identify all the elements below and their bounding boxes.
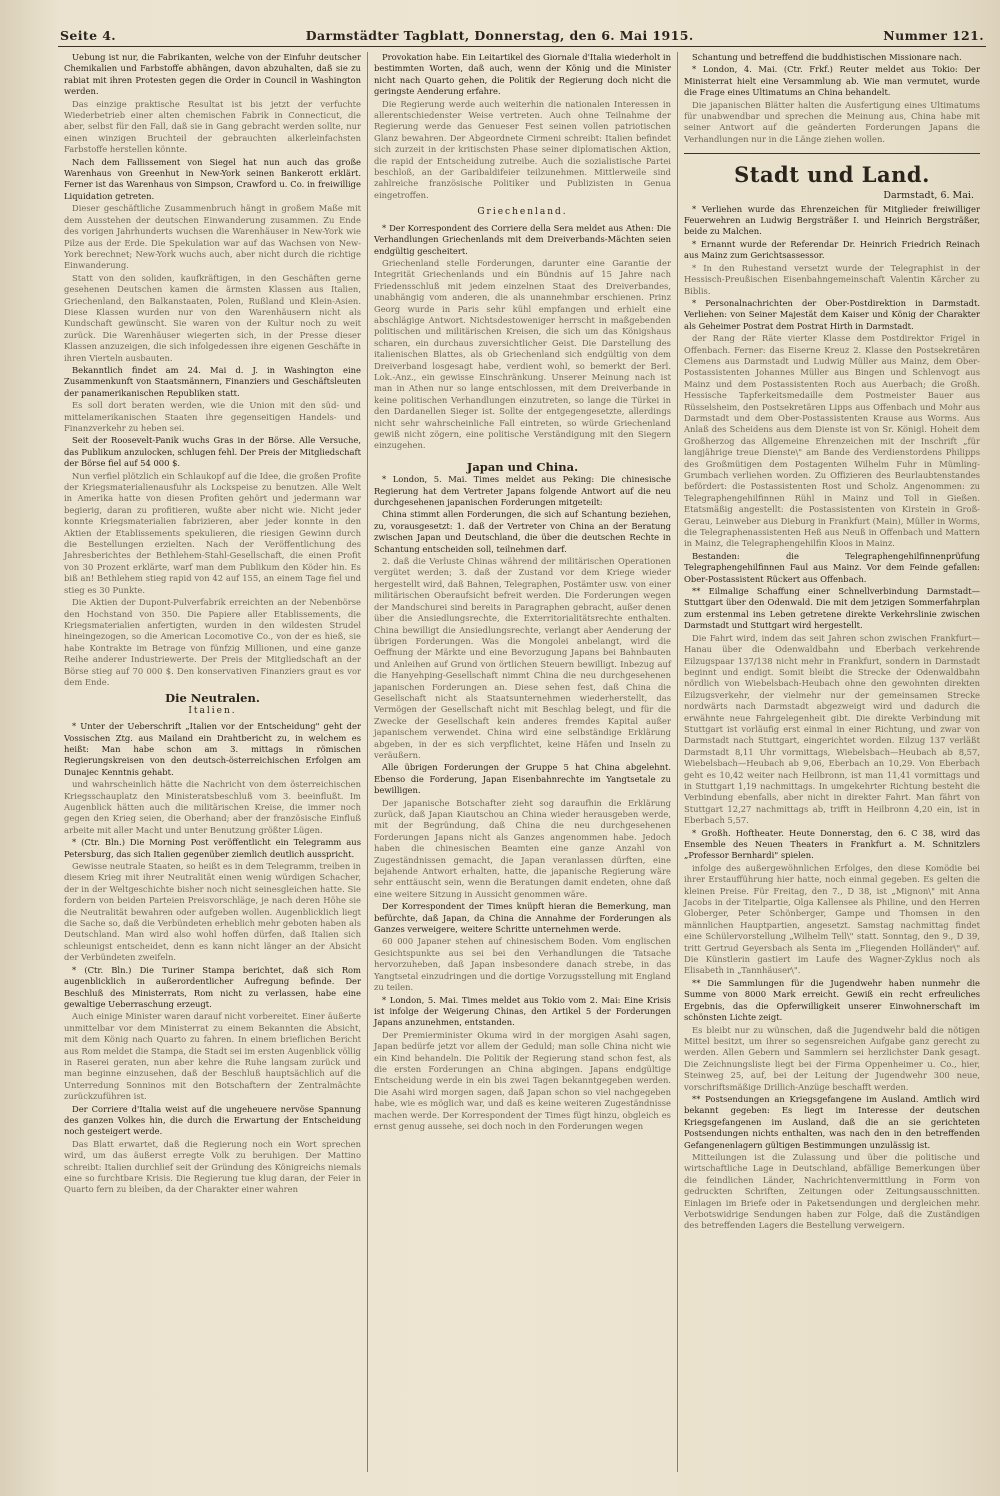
paragraph: China stimmt allen Forderungen, die sich auf Schantung beziehen, zu, vorausgesetzt: 1. daß der Vertreter von China an der Beratung zwischen Japan und Deutschland, die über die deutschen Rechte in Schantung entscheiden soll, teilnehmen darf. [374,509,671,554]
paragraph: Das einzige praktische Resultat ist bis jetzt der verfuchte Wiederbetrieb einer alten chemischen Fabrik in Connecticut, die aber, selbst für den Fall, daß sie in Gang gebracht werden sollte, nur einen winzigen Bruchteil der gebrauchten alkerleinfachsten Farbstoffe herstellen könnte. [64,98,361,155]
page-header [58,8,986,47]
paragraph: * In den Ruhestand versetzt wurde der Telegraphist in der Hessisch-Preußischen Eisenbahngemeinschaft Valentin Kärcher zu Biblis. [684,262,980,296]
paragraph: * (Ctr. Bln.) Die Turiner Stampa berichtet, daß sich Rom augenblicklich in außerordentlicher Aufregung befinde. Der Beschluß des Ministerrats, Rom nicht zu verlassen, habe eine gewaltige Ueberraschung erzeugt. [64,964,361,1009]
paragraph: Statt von den soliden, kaufkräftigen, in den Geschäften gerne gesehenen Deutschen kamen die ärmsten Klassen aus Italien, Griechenland, den Balkanstaaten, Polen, Rußland und Klein-Asien. Diese Klassen wurden nur von den Warenhäusern nicht als Kundschaft gewünscht. Sie waren von der Kultur noch zu weit zurück. Die Warenhäuser wiegerten sich, in der Presse dieser Klassen anzuzeigen, die sich infolgedessen ihre eigenen Geschäfte in ihren Vierteln ausbauten. [64,272,361,363]
paragraph: Es soll dort beraten werden, wie die Union mit den süd- und mittelamerikanischen Staaten ihre gegenseitigen Handels- und Finanzverkehr zu heben sei. [64,400,361,433]
section-heading-japan-china: Japan und China. [466,459,579,474]
paragraph: Die Aktien der Dupont-Pulverfabrik erreichten an der Nebenbörse den Hochstand von 350. Die Papiere aller Etablissements, die Kriegsmaterialien anfertigten, wurden in den wildesten Strudel hineingezogen, so die American Locomotive Co., von der es hieß, sie habe Kontrakte im Betrage von fünfzig Millionen, und eine ganze Reihe anderer Industriewerte. Der Preis der Mitgliedschaft an der Börse stieg auf 70 000 $. Den konservativen Finanziers graut es vor dem Ende. [64,597,361,687]
paragraph: 2. daß die Verluste Chinas während der militärischen Operationen vergütet werden; 3. daß der Zustand vor dem Kriege wieder hergestellt wird, daß Bahnen, Telegraphen, Postämter usw. von einer militärischen Oberaufsicht befreit werden. Die Forderungen wegen der Mandschurei sind bereits in Paragraphen gebracht, außer denen über die Ansiedlungsrechte, die Exterritorialitätsrechte enthalten. China bewilligt die Ansiedlungsrechte, verlangt aber Aenderung der übrigen Forderungen. Was die Mongolei anbelangt, wird die Oeffnung der Märkte und eine Bevorzugung Japans bei Bahnbauten und Anleihen auf Grund von örtlichen Steuern bewilligt. Inbezug auf die Hanyehping-Gesellschaft nimmt China die neu durchgesehenen japanischen Forderungen an. Diese sehen fest, daß China die Gesellschaft nicht als Staatsunternehmen wiederherstellt, das Vermögen der Gesellschaft nicht mit Beschlag belegt, und für die Zwecke der Gesellschaft kein anderes fremdes Kapital außer japanischem verwendet. China wird eine selbständige Erklärung abgeben, in der es sich verpflichtet, keine Häfen und Inseln zu veräußern. [374,556,671,760]
section-heading-neutrals: Die Neutralen. [165,691,260,706]
paragraph: * Personalnachrichten der Ober-Postdirektion in Darmstadt. Verliehen: von Seiner Majestät dem Kaiser und König der Charakter als Geheimer Postrat dem Postrat Hirth in Darmstadt. [684,297,980,331]
paragraph: * Großh. Hoftheater. Heute Donnerstag, den 6. C 38, wird das Ensemble des Neuen Theaters in Frankfurt a. M. Schnitzlers „Professor Bernhardi" spielen. [684,827,980,861]
columns [58,52,986,1472]
newspaper-title: Darmstädter Tagblatt, Donnerstag, den 6. Mai 1915. [305,28,694,43]
paragraph: Provokation habe. Ein Leitartikel des Giornale d'Italia wiederholt in bestimmten Worten, daß auch, wenn der König und die Minister nicht nach Quarto gehen, die Politik der Regierung doch nicht die geringste Aenderung erfahre. [374,52,671,97]
paragraph: Der Korrespondent der Times knüpft hieran die Bemerkung, man befürchte, daß Japan, da China die Annahme der Forderungen als Ganzes verweigere, weitere Schritte unternehmen werde. [374,901,671,935]
paragraph: Uebung ist nur, die Fabrikanten, welche von der Einfuhr deutscher Chemikalien und Farbstoffe abhängen, davon abzuhalten, daß sie zu rabiat mit ihren Protesten gegen die Order in Council in Washington werden. [64,52,361,97]
paragraph: Das Blatt erwartet, daß die Regierung noch ein Wort sprechen wird, um das äußerst erregte Volk zu beruhigen. Der Mattino schreibt: Italien durchlief seit der Gründung des Königreichs niemals eine so furchtbare Krisis. Die Regierung tue klug daran, der Feier in Quarto fern zu bleiben, da der Charakter einer wahren [64,1138,361,1195]
paragraph: Die japanischen Blätter halten die Ausfertigung eines Ultimatums für unabwendbar und sprechen die Meinung aus, China habe mit seiner Antwort auf die geänderten Forderungen Japans die Verhandlungen nur in die Länge ziehen wollen. [684,99,980,144]
column-2 [368,52,678,1472]
paragraph: Der Premierminister Okuma wird in der morgigen Asahi sagen, Japan bedürfe jetzt vor allem der Geduld; man solle China nicht wie ein Kind behandeln. Die Politik der Regierung stand schon fest, als die ersten Forderungen an China abgingen. Japans endgültige Entscheidung werde in ein bis zwei Tagen bekanntgegeben werden. Die Asahi wird morgen sagen, daß Japan schon so viel nachgegeben habe, wie es möglich war, und daß es keine weiteren Zugeständnisse machen werde. Der Korrespondent der Times fügt hinzu, obgleich es ernst genug aussehe, sei doch noch in den Forderungen wegen [374,1029,671,1131]
paragraph: Dieser geschäftliche Zusammenbruch hängt in großem Maße mit dem Ausstehen der deutschen Einwanderung zusammen. Zu Ende des vorigen Jahrhunderts wuchsen die Warenhäuser in New-York wie Pilze aus der Erde. Die Spekulation war auf das Wachsen von New-York berechnet; New-York wuchs auch, aber nicht durch die richtige Einwanderung. [64,203,361,271]
paragraph: * Der Korrespondent des Corriere della Sera meldet aus Athen: Die Verhandlungen Griechenlands mit dem Dreiverbands-Mächten seien endgültig gescheitert. [374,222,671,256]
paragraph: ** Die Sammlungen für die Jugendwehr haben nunmehr die Summe von 8000 Mark erreicht. Gewiß ein recht erfreuliches Ergebnis, das die Opferwilligkeit unserer Einwohnerschaft im schönsten Lichte zeigt. [684,977,980,1023]
paragraph: ** Eilmalige Schaffung einer Schnellverbindung Darmstadt—Stuttgart über den Odenwald. Die mit dem jetzigen Sommerfahrplan zum erstenmal ins Leben getretene direkte Verkehrslinie zwischen Darmstadt und Stuttgart wird hergestellt. [684,586,980,631]
subheading-italy: Italien. [188,705,237,716]
paragraph: * London, 4. Mai. (Ctr. Frkf.) Reuter meldet aus Tokio: Der Ministerrat hielt eine Versammlung ab. Wie man vermutet, wurde die Frage eines Ultimatums an China behandelt. [684,64,980,98]
page-number: Seite 4. [60,28,117,43]
paragraph: Die Fahrt wird, indem das seit Jahren schon zwischen Frankfurt—Hanau über die Odenwaldbahn und Eberbach verkehrende Eilzugspaar 137/138 nicht mehr in Frankfurt, sondern in Darmstadt beginnt und endigt. Somit bleibt die Strecke der Odenwaldbahn nördlich von Wiebelsbach-Heubach ohne den gewohnten direkten Eilzugsverkehr, der vielmehr nur der gemeinsamen Strecke nordwärts nach Darmstadt abgezweigt wird und dadurch die erwähnte neue Fahrgelegenheit gibt. Die direkte Verbindung mit Stuttgart ist vorläufig erst einmal in einer Richtung, und zwar von Darmstadt nach Stuttgart, eingerichtet worden. Eilzug 137 verläßt Darmstadt 8,11 Uhr vormittags, Wiebelsbach—Heubach ab 8,57, Wiebelsbach—Heubach ab 9,06, Eberbach an 10,29. Von Eberbach geht es 10,42 weiter nach Heilbronn, ist man 11,41 vormittags und in Stuttgart 1,19 nachmittags. In umgekehrter Richtung besteht die Verbindung ebenfalls, aber nicht in direkter Fahrt. Man fährt von Stuttgart 12,27 nachmittags ab, trifft in Heilbronn 4,20 ein, ist in Eberbach 5,57. [684,632,980,826]
paragraph: der Rang der Räte vierter Klasse dem Postdirektor Frigel in Offenbach. Ferner: das Eiserne Kreuz 2. Klasse den Postsekretären Clemens aus Darmstadt und Ludwig Müller aus Mainz, dem Ober-Postassistenten Johannes Müller aus Bingen und Schlenvogt aus Mainz und dem Postassistenten Roch aus Auerbach; die Großh. Hessische Tapferkeitsmedaille dem Postmeister Bauer aus Rüsselsheim, den Postsekretären Lipps aus Offenbach und Mohr aus Darmstadt und dem Ober-Postassistenten Krause aus Worms. Aus Anlaß des Scheidens aus dem Dienste ist von Sr. Königl. Hoheit dem Großherzog das Allgemeine Ehrenzeichen mit der Inschrift „für langjährige treue Dienste\" am Bande des Verdienstordens Philipps des Großmütigen dem Postagenten Wilhelm Fuhr in Mümling-Grumbach verliehen worden. Zu Offizieren des Beurlaubtenstandes befördert: die Postassistenten Rost und Scholz. Angenommen: zu Telegraphengehilfinnen Rühl in Mainz und Toll in Gießen. Etatsmäßig angestellt: die Postassistenten von Kirstein in Groß-Gerau, Leinweber aus Dieburg in Frankfurt (Main), Müller in Worms, die Telegraphenassistenten Heß aus Neuß in Offenbach und Mattern in Mainz, die Telegraphengehilfin Kloos in Mainz. [684,333,980,549]
paragraph: infolge des außergewöhnlichen Erfolges, den diese Komödie bei ihrer Erstaufführung hier hatte, noch einmal gegeben. Es gelten die kleinen Preise. Für Freitag, den 7., D 38, ist „Mignon\" mit Anna Jacobs in der Titelpartie, Olga Kallensee als Philine, und den Herren Globerger, Peter Schönberger, Gampe und Thomsen in den männlichen Hauptpartien, angesetzt. Samstag nachmittag findet eine Schülervorstellung „Wilhelm Tell\" statt. Sonntag, den 9., D 39, tritt Gertrud Geyersbach als Senta im „Fliegenden Holländer\" auf. Die Künstlerin gastiert im Laufe des Wagner-Zyklus noch als Elisabeth in „Tannhäuser\". [684,862,980,976]
paragraph: Bekanntlich findet am 24. Mai d. J. in Washington eine Zusammenkunft von Staatsmännern, Finanziers und Geschäftsleuten der panamerikanischen Republiken statt. [64,364,361,398]
dateline: Darmstadt, 6. Mai. [883,190,974,202]
column-1 [58,52,368,1472]
paragraph: Alle übrigen Forderungen der Gruppe 5 hat China abgelehnt. Ebenso die Forderung, Japan Eisenbahnrechte im Yangtsetale zu bewilligen. [374,762,671,796]
paragraph: und wahrscheinlich hätte die Nachricht von dem österreichischen Kriegsschauplatz den Ministeratsbeschluß vom 3. beeinflußt. Im Augenblick hätten auch die militärischen Kreise, die immer noch gegen den Krieg seien, die Oberhand; aber der französische Einfluß arbeite mit aller Macht und unter Benutzung größter Lügen. [64,779,361,835]
subheading-greece: Griechenland. [477,207,568,218]
paragraph: 60 000 Japaner stehen auf chinesischem Boden. Vom englischen Gesichtspunkte aus sei bei den Verhandlungen die Tatsache hervorzuheben, daß Japan insbesondere danach strebe, in das Yangtsetal einzudringen und die dortige Vorzugsstellung mit England zu teilen. [374,936,671,993]
paragraph: Griechenland stelle Forderungen, darunter eine Garantie der Integrität Griechenlands und ein Bündnis auf 15 Jahre nach Friedensschluß mit jedem einzelnen Staat des Dreiverbandes, unabhängig vom anderen, die als unannehmbar erschienen. Prinz Georg wurde in Paris sehr kühl empfangen und erhielt eine abschlägige Antwort. Nichtsdestoweniger herrscht in maßgebenden politischen und militärischen Kreisen, die sich um das Königshaus scharen, ein durchaus zuversichtlicher Geist. Die Darstellung des italienischen Blattes, als ob Griechenland sich endgültig von dem Dreiverband losgesagt habe, verdient wohl, so bemerkt der Berl. Lok.-Anz., ein gewisse Einschränkung. Unserer Meinung nach ist man in Athen nur so lange entschlossen, mit dem Dreiverbande in keine politischen Verhandlungen einzutreten, so lange die Türkei in den Dardanellen Sieger ist. Sollte der entgegengesetzte, allerdings nicht sehr wahrscheinliche Fall eintreten, so würde Griechenland gewiß nicht zögern, eine politische Verständigung mit den Siegern einzugehen. [374,257,671,451]
paragraph: Nun verfiel plötzlich ein Schlaukopf auf die Idee, die großen Profite der Kriegsmaterialienausfuhr als Lockspeise zu benutzen. Alle Welt in Amerika hatte von diesen Profiten gehört und jedermann war begierig, daran zu profitieren, wußte aber nicht wie. Nicht jeder konnte Kriegsmaterialien fabrizieren, aber jeder konnte in den Aktien der Etablissements spekulieren, die riesigen Gewinn durch die Bestellungen erzielten. Nach der Veröffentlichung des Jahresberichtes der Bethlehem-Stahl-Gesellschaft, die einen Profit von 30 Prozent erklärte, warf man dem Publikum den Köder hin. Es biß an! Bethlehem stieg rapid von 42 auf 155, an einem Tage fiel und stieg es 30 Punkte. [64,470,361,595]
paragraph: Mitteilungen ist die Zulassung und über die politische und wirtschaftliche Lage in Deutschland, abfällige Bemerkungen über die feindlichen Länder, Nachrichtenvermittlung in Form von gedruckten Schriften, Zeitungen oder Zeitungsausschnitten. Einlagen im Briefe oder in Paketsendungen und dergleichen mehr. Verbotswidrige Sendungen haben zur Folge, daß die Zuständigen des betreffenden Lagers die Bestellung verweigern. [684,1151,980,1231]
paragraph: Seit der Roosevelt-Panik wuchs Gras in der Börse. Alle Versuche, das Publikum anzulocken, schlugen fehl. Der Preis der Mitgliedschaft der Börse fiel auf 54 000 $. [64,435,361,469]
column-3 [678,52,986,1472]
paragraph: Es bleibt nur zu wünschen, daß die Jugendwehr bald die nötigen Mittel besitzt, um ihrer so segensreichen Aufgabe ganz gerecht zu werden. Allen Gebern und Sammlern sei herzlichster Dank gesagt. Die Zeichnungsliste liegt bei der Firma Oppenheimer u. Co., hier, Steinweg 25, auf, bei der Leitung der Jugendwehr 300 neue, vorschriftsmäßige Drillich-Anzüge beschafft werden. [684,1024,980,1092]
paragraph: * (Ctr. Bln.) Die Morning Post veröffentlicht ein Telegramm aus Petersburg, das sich Italien gegenüber ziemlich deutlich ausspricht. [64,837,361,859]
paragraph: * Verliehen wurde das Ehrenzeichen für Mitglieder freiwilliger Feuerwehren an Ludwig Bergsträßer I. und Heinrich Bergsträßer, beide zu Malchen. [684,203,980,237]
paragraph: ** Postsendungen an Kriegsgefangene im Ausland. Amtlich wird bekannt gegeben: Es liegt im Interesse der deutschen Kriegsgefangenen im Ausland, daß die an sie gerichteten Postsendungen nichts enthalten, was nach den in den betreffenden Gefangenenlagern gültigen Bestimmungen unzulässig ist. [684,1093,980,1150]
paragraph: * Unter der Ueberschrift „Italien vor der Entscheidung" geht der Vossischen Ztg. aus Mailand ein Drahtbericht zu, in welchem es heißt: Man habe schon am 3. mittags in römischen Regierungskreisen von den deutsch-österreichischen Erfolgen am Dunajec Kenntnis gehabt. [64,721,361,777]
paragraph: Auch einige Minister waren darauf nicht vorbereitet. Einer äußerte unmittelbar vor dem Ministerrat zu einem Bekannten die Absicht, mit dem König nach Quarto zu fahren. In einem brieflichen Bericht aus Rom meldet die Stampa, die Stadt sei im ersten Augenblick völlig in Raserei geraten, nun aber kehre die Ruhe langsam zurück und man beginne einzusehen, daß der Beschluß hauptsächlich auf die Unterredung Sonninos mit den Botschaftern der Zentralmächte zurückzuführen ist. [64,1011,361,1102]
issue-number: Nummer 121. [883,28,984,43]
paragraph: Bestanden: die Telegraphengehilfinnenprüfung Telegraphengehilfinnen Faul aus Mainz. Vor dem Feinde gefallen: Ober-Postassistent Rückert aus Offenbach. [684,550,980,584]
paragraph: Der Corriere d'Italia weist auf die ungeheuere nervöse Spannung des ganzen Volkes hin, die durch die Erwartung der Entscheidung noch gesteigert werde. [64,1103,361,1137]
paragraph: Schantung und betreffend die buddhistischen Missionare nach. [692,52,962,62]
paragraph: Nach dem Fallissement von Siegel hat nun auch das große Warenhaus von Greenhut in New-York seinen Bankerott erklärt. Ferner ist das Warenhaus von Simpson, Crawford u. Co. in freiwillige Liquidation getreten. [64,156,361,201]
section-title-stadt-und-land: Stadt und Land. [734,162,930,188]
paragraph: Gewisse neutrale Staaten, so heißt es in dem Telegramm, treiben in diesem Krieg mit ihrer Neutralität einen wenig würdigen Schacher, der in der Weltgeschichte bisher noch nicht seinesgleichen hatte. Sie fordern von beiden Parteien Preisvorschläge, je nach deren Höhe sie die Neutralität bewahren oder aufgeben wollen. Augenblicklich liegt die Sache so, daß die Verbündeten erheblich mehr geboten haben als Deutschland. Man wird also wohl hoffen dürfen, daß Italien sich schleunigst entscheidet, denn es kann nicht länger an der Absicht der Verbündeten zweifeln. [64,861,362,963]
paragraph: * London, 5. Mai. Times meldet aus Tokio vom 2. Mai: Eine Krisis ist infolge der Weigerung Chinas, den Artikel 5 der Forderungen Japans anzunehmen, entstanden. [374,994,671,1028]
paragraph: Die Regierung werde auch weiterhin die nationalen Interessen in allerentschiedenster Weise vertreten. Auch ohne Teilnahme der Regierung werde das Genueser Fest seinen vollen patriotischen Glanz bewahren. Der Abgeordnete Cirmeni schreibt: Italien befindet sich zurzeit in der kritischsten Phase seiner diplomatischen Aktion, die rapid der Entscheidung zutreibe. Auch die sozialistische Partei beschloß, an der Garibaldifeier teilzunehmen. Mittlerweile sind zahlreiche französische Politiker und Publizisten in Genua eingetroffen. [374,98,671,200]
paragraph: * London, 5. Mai. Times meldet aus Peking: Die chinesische Regierung hat dem Vertreter Japans folgende Antwort auf die neu durchgesehenen japanischen Forderungen mitgeteilt: [374,474,671,508]
paragraph: Der japanische Botschafter zieht sog daraufhin die Erklärung zurück, daß Japan Kiautschou an China wieder herausgeben werde, mit der Begründung, daß China die neu durchgesehenen Forderungen Japans nicht als Ganzes angenommen habe. Jedoch haben die chinesischen Beamten eine ganze Anzahl von Zugeständnissen gemacht, die Japan veranlassen dürften, eine bejahende Antwort erhalten, hatte, die japanische Regierung wäre sehr enttäuscht sein, wenn die Beratungen damit endeten, ohne daß eine weitere Sitzung in Aussicht genommen wäre. [374,797,671,899]
section-divider [684,153,980,154]
paragraph: * Ernannt wurde der Referendar Dr. Heinrich Friedrich Reinach aus Mainz zum Gerichtsassessor. [684,238,980,261]
